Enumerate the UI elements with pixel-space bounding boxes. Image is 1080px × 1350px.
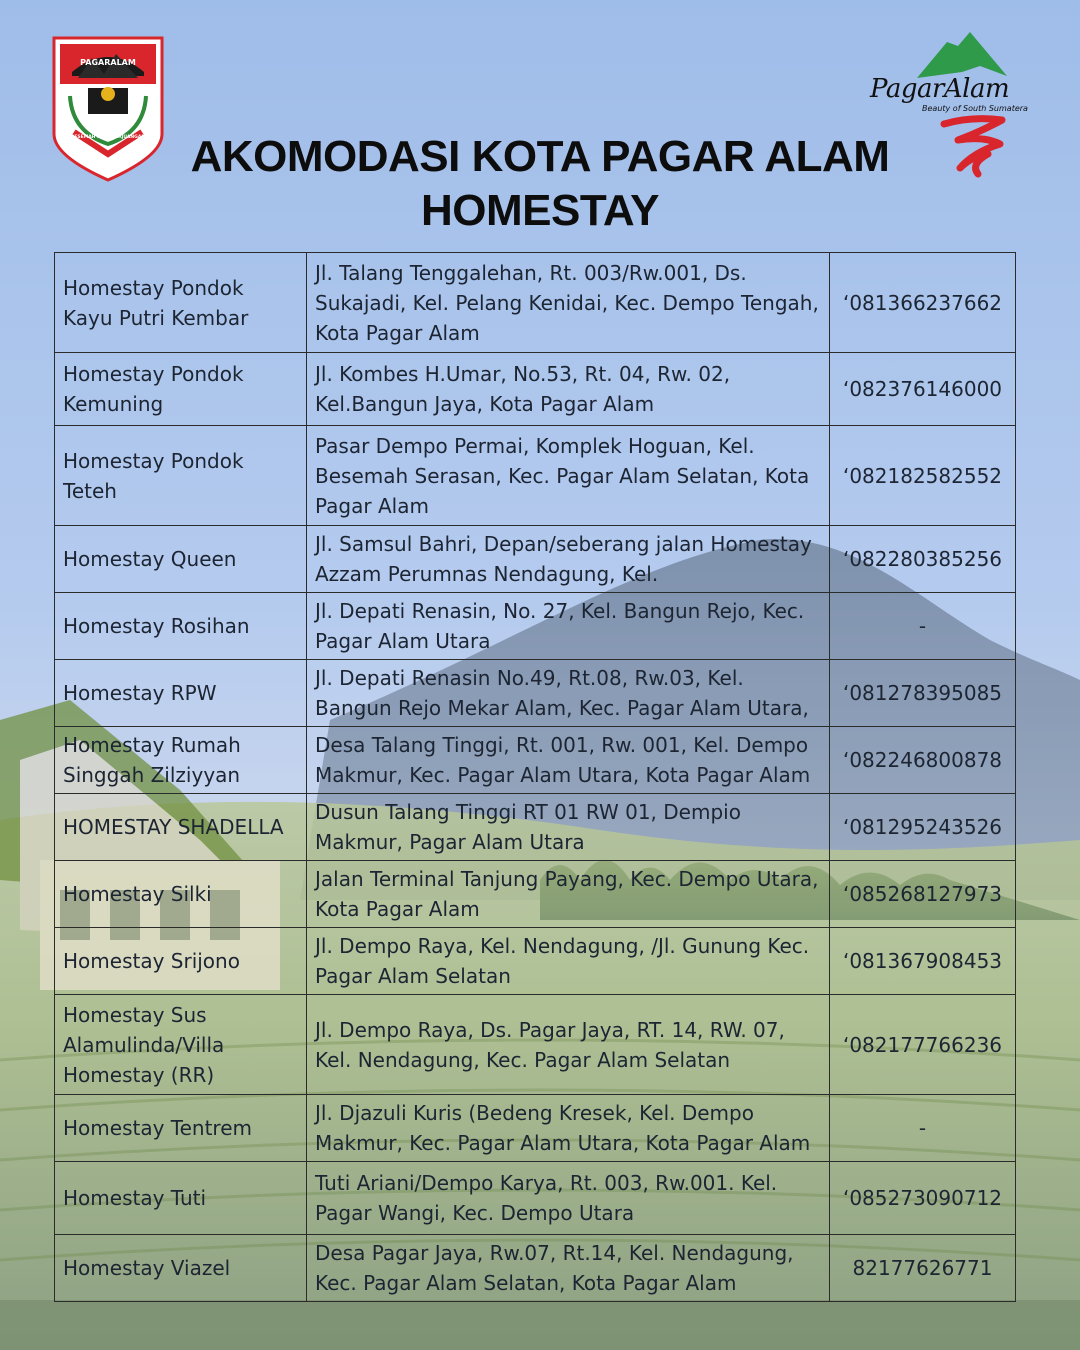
table-row <box>55 526 1016 593</box>
brand-name: PagarAlam <box>870 74 1010 104</box>
homestay-address: Jl. Depati Renasin No.49, Rt.08, Rw.03, Kel. Bangun Rejo Mekar Alam, Kec. Pagar Alam Utara, <box>307 660 830 727</box>
homestay-name: Homestay Silki <box>55 861 307 928</box>
homestay-name: Homestay Tuti <box>55 1162 307 1235</box>
swirl-icon <box>944 119 1002 174</box>
homestay-name: Homestay Pondok Kemuning <box>55 353 307 426</box>
homestay-table <box>54 252 1016 1302</box>
homestay-name: Homestay RPW <box>55 660 307 727</box>
table-row <box>55 353 1016 426</box>
crest-bottom-text: BESEMAH KOTA PERJUANGAN <box>70 135 146 140</box>
homestay-address: Jl. Depati Renasin, No. 27, Kel. Bangun Rejo, Kec. Pagar Alam Utara <box>307 593 830 660</box>
table-row <box>55 1095 1016 1162</box>
homestay-phone: ‘082280385256 <box>830 526 1016 593</box>
homestay-name: Homestay Rosihan <box>55 593 307 660</box>
homestay-name: Homestay Pondok Teteh <box>55 426 307 526</box>
brand-tagline: Beauty of South Sumatera <box>922 104 1028 113</box>
homestay-phone: - <box>830 1095 1016 1162</box>
table-row <box>55 794 1016 861</box>
table-row <box>55 660 1016 727</box>
homestay-address: Jl. Djazuli Kuris (Bedeng Kresek, Kel. Dempo Makmur, Kec. Pagar Alam Utara, Kota Pagar Alam <box>307 1095 830 1162</box>
homestay-phone: ‘081278395085 <box>830 660 1016 727</box>
homestay-address: Jl. Dempo Raya, Kel. Nendagung, /Jl. Gunung Kec. Pagar Alam Selatan <box>307 928 830 995</box>
homestay-phone: ‘082376146000 <box>830 353 1016 426</box>
table-row <box>55 1235 1016 1302</box>
table-row <box>55 995 1016 1095</box>
header <box>0 0 1080 250</box>
homestay-name: Homestay Queen <box>55 526 307 593</box>
homestay-phone: - <box>830 593 1016 660</box>
pagaralam-brand-logo <box>862 28 1032 178</box>
homestay-address: Pasar Dempo Permai, Komplek Hoguan, Kel. Besemah Serasan, Kec. Pagar Alam Selatan, Kota Pagar Alam <box>307 426 830 526</box>
homestay-phone: ‘081367908453 <box>830 928 1016 995</box>
homestay-phone: ‘082246800878 <box>830 727 1016 794</box>
homestay-phone: ‘082182582552 <box>830 426 1016 526</box>
table-row <box>55 593 1016 660</box>
mountain-icon <box>917 32 1007 78</box>
table-row <box>55 727 1016 794</box>
homestay-address: Jl. Kombes H.Umar, No.53, Rt. 04, Rw. 02, Kel.Bangun Jaya, Kota Pagar Alam <box>307 353 830 426</box>
homestay-phone: ‘082177766236 <box>830 995 1016 1095</box>
homestay-name: Homestay Tentrem <box>55 1095 307 1162</box>
homestay-name: Homestay Pondok Kayu Putri Kembar <box>55 253 307 353</box>
homestay-phone: ‘085273090712 <box>830 1162 1016 1235</box>
homestay-name: Homestay Srijono <box>55 928 307 995</box>
homestay-name: HOMESTAY SHADELLA <box>55 794 307 861</box>
table-row <box>55 928 1016 995</box>
table-row <box>55 1162 1016 1235</box>
homestay-name: Homestay Viazel <box>55 1235 307 1302</box>
homestay-name: Homestay Sus Alamulinda/Villa Homestay (RR) <box>55 995 307 1095</box>
homestay-address: Desa Talang Tinggi, Rt. 001, Rw. 001, Kel. Dempo Makmur, Kec. Pagar Alam Utara, Kota Pagar Alam <box>307 727 830 794</box>
table-row <box>55 426 1016 526</box>
homestay-address: Jl. Samsul Bahri, Depan/seberang jalan Homestay Azzam Perumnas Nendagung, Kel. <box>307 526 830 593</box>
crest-top-text: PAGARALAM <box>80 58 136 67</box>
page-subtitle: HOMESTAY <box>420 186 660 235</box>
homestay-phone: 82177626771 <box>830 1235 1016 1302</box>
homestay-address: Jl. Dempo Raya, Ds. Pagar Jaya, RT. 14, RW. 07, Kel. Nendagung, Kec. Pagar Alam Selatan <box>307 995 830 1095</box>
homestay-phone: ‘085268127973 <box>830 861 1016 928</box>
table-row <box>55 253 1016 353</box>
page-title: AKOMODASI KOTA PAGAR ALAM <box>190 132 890 181</box>
homestay-phone: ‘081295243526 <box>830 794 1016 861</box>
homestay-address: Desa Pagar Jaya, Rw.07, Rt.14, Kel. Nendagung, Kec. Pagar Alam Selatan, Kota Pagar Alam <box>307 1235 830 1302</box>
homestay-address: Jl. Talang Tenggalehan, Rt. 003/Rw.001, Ds. Sukajadi, Kel. Pelang Kenidai, Kec. Dempo Tengah, Kota Pagar Alam <box>307 253 830 353</box>
table-row <box>55 861 1016 928</box>
homestay-address: Jalan Terminal Tanjung Payang, Kec. Dempo Utara, Kota Pagar Alam <box>307 861 830 928</box>
homestay-name: Homestay Rumah Singgah Zilziyyan <box>55 727 307 794</box>
homestay-phone: ‘081366237662 <box>830 253 1016 353</box>
homestay-address: Dusun Talang Tinggi RT 01 RW 01, Dempio Makmur, Pagar Alam Utara <box>307 794 830 861</box>
homestay-address: Tuti Ariani/Dempo Karya, Rt. 003, Rw.001. Kel. Pagar Wangi, Kec. Dempo Utara <box>307 1162 830 1235</box>
